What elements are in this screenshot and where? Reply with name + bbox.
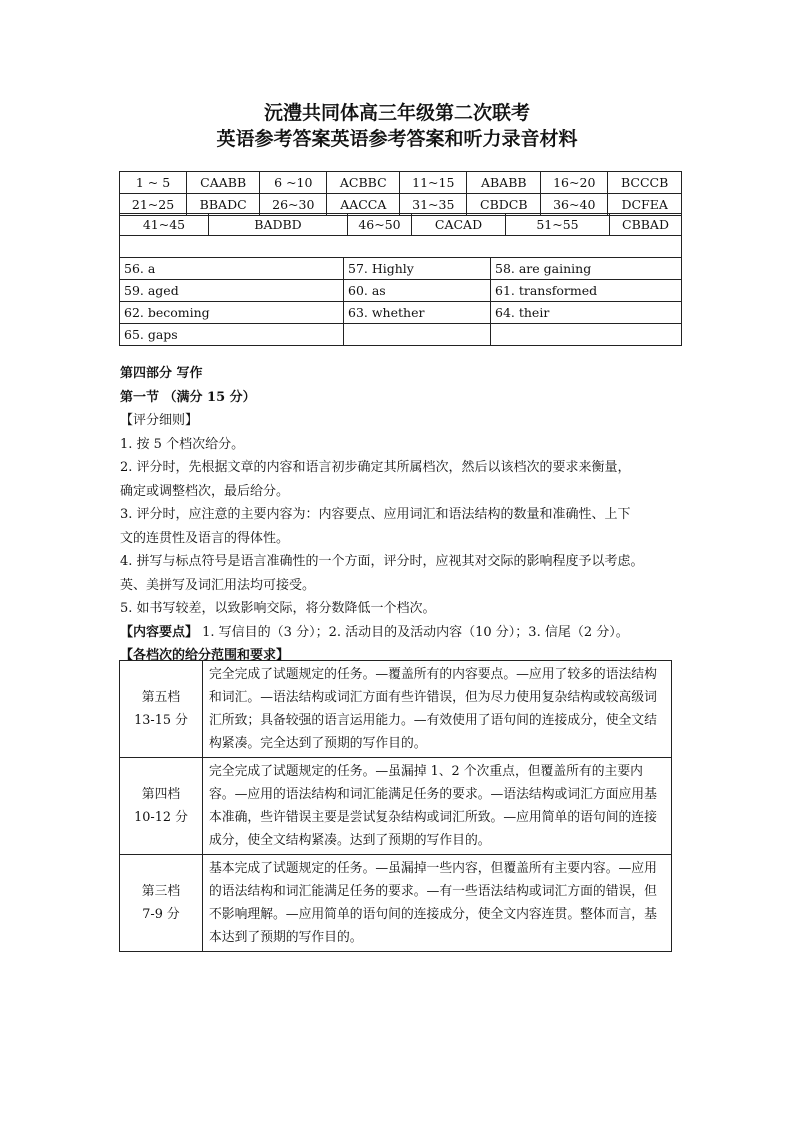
fill-answer-table — [119, 257, 682, 346]
table-cell: 6 ~10 — [260, 172, 327, 194]
table-cell: 41~45 — [120, 214, 209, 236]
level-cell — [120, 855, 203, 952]
table-cell: BCCCB — [608, 172, 682, 194]
table-cell: 60. as — [344, 280, 491, 302]
table-cell: CAABB — [187, 172, 260, 194]
mc-answer-table — [119, 171, 682, 216]
exam-title: 沅澧共同体高三年级第二次联考 — [263, 102, 530, 124]
level-description: 基本完成了试题规定的任务。—虽漏掉一些内容，但覆盖所有主要内容。—应用的语法结构和词汇能满足任务的要求。—有一些语法结构或词汇方面的错误，但不影响理解。—应用简单的语句间的连接成分，使全文内容连贯。整体而言，基本达到了预期的写作目的。 — [203, 855, 672, 952]
rule-item: 5. 如书写较差，以致影响交际，将分数降低一个档次。 — [120, 601, 436, 616]
table-row — [120, 172, 682, 194]
level-description: 完全完成了试题规定的任务。—覆盖所有的内容要点。—应用了较多的语法结构和词汇。—语法结构或词汇方面有些许错误，但为尽力使用复杂结构或较高级词汇所致；具备较强的语言运用能力。—有效使用了语句间的连接成分，使全文结构紧凑。完全达到了预期的写作目的。 — [203, 661, 672, 758]
table-cell: 64. their — [491, 302, 682, 324]
mc-answer-table-2 — [119, 213, 682, 258]
table-cell: 36~40 — [541, 194, 608, 216]
table-cell: 21~25 — [120, 194, 187, 216]
table-row — [120, 661, 672, 758]
part-heading: 第四部分 写作 — [120, 366, 203, 381]
table-cell: CACAD — [412, 214, 506, 236]
table-row — [120, 214, 682, 236]
table-cell: 57. Highly — [344, 258, 491, 280]
table-cell: 1 ~ 5 — [120, 172, 187, 194]
table-row — [120, 236, 682, 258]
content-points — [120, 621, 644, 645]
table-cell: ACBBC — [327, 172, 400, 194]
rule-item: 1. 按 5 个档次给分。 — [120, 436, 245, 452]
table-cell: BBADC — [187, 194, 260, 216]
table-cell: 31~35 — [400, 194, 467, 216]
levels-heading: 【各档次的给分范围和要求】 — [120, 648, 290, 663]
table-cell — [344, 324, 491, 346]
empty-cell — [120, 236, 682, 258]
table-cell: CBDCB — [467, 194, 541, 216]
level-score: 10-12 分 — [134, 810, 188, 825]
table-cell — [491, 324, 682, 346]
rule-item: 确定或调整档次，最后给分。 — [120, 483, 290, 499]
table-cell: 65. gaps — [120, 324, 344, 346]
table-row — [120, 258, 682, 280]
level-score: 7-9 分 — [142, 907, 180, 922]
table-row — [120, 758, 672, 855]
table-cell: 11~15 — [400, 172, 467, 194]
table-row — [120, 280, 682, 302]
rule-item: 英、美拼写及词汇用法均可接受。 — [120, 577, 316, 593]
table-cell: CBBAD — [610, 214, 682, 236]
level-name: 第五档 — [141, 690, 181, 705]
table-cell: 16~20 — [541, 172, 608, 194]
level-score: 13-15 分 — [134, 713, 188, 728]
scoring-table — [119, 660, 672, 952]
rule-item: 文的连贯性及语言的得体性。 — [120, 530, 290, 546]
table-row — [120, 855, 672, 952]
table-cell: 51~55 — [506, 214, 610, 236]
table-cell: 59. aged — [120, 280, 344, 302]
table-cell: BADBD — [209, 214, 348, 236]
content-label: 【内容要点】 — [120, 624, 199, 640]
rule-item: 2. 评分时，先根据文章的内容和语言初步确定其所属档次，然后以该档次的要求来衡量， — [120, 460, 631, 475]
section-heading: 第一节 （满分 15 分） — [120, 389, 256, 405]
rules-heading: 【评分细则】 — [120, 413, 199, 428]
content-text: 1. 写信目的（3 分）；2. 活动目的及活动内容（10 分）；3. 信尾（2 分）。 — [198, 624, 629, 640]
table-cell: 63. whether — [344, 302, 491, 324]
level-cell — [120, 758, 203, 855]
table-row — [120, 302, 682, 324]
table-cell: 26~30 — [260, 194, 327, 216]
table-cell: 58. are gaining — [491, 258, 682, 280]
table-cell: 62. becoming — [120, 302, 344, 324]
rule-item: 4. 拼写与标点符号是语言准确性的一个方面，评分时，应视其对交际的影响程度予以考虑。 — [120, 554, 644, 569]
table-cell: 56. a — [120, 258, 344, 280]
table-cell: DCFEA — [608, 194, 682, 216]
rule-item: 3. 评分时，应注意的主要内容为：内容要点、应用词汇和语法结构的数量和准确性、上下 — [120, 507, 631, 522]
level-cell — [120, 661, 203, 758]
table-row — [120, 324, 682, 346]
table-cell: ABABB — [467, 172, 541, 194]
table-cell: AACCA — [327, 194, 400, 216]
table-cell: 46~50 — [348, 214, 412, 236]
level-description: 完全完成了试题规定的任务。—虽漏掉 1、2 个次重点，但覆盖所有的主要内容。—应用的语法结构和词汇能满足任务的要求。—语法结构或词汇方面应用基本准确，些许错误主要是尝试复杂结构或词汇所致。—应用简单的语句间的连接成分，使全文结构紧凑。达到了预期的写作目的。 — [203, 758, 672, 855]
level-name: 第三档 — [141, 884, 181, 899]
level-name: 第四档 — [141, 787, 181, 802]
answer-title: 英语参考答案英语参考答案和听力录音材料 — [216, 128, 578, 150]
table-cell: 61. transformed — [491, 280, 682, 302]
writing-section — [120, 362, 644, 668]
